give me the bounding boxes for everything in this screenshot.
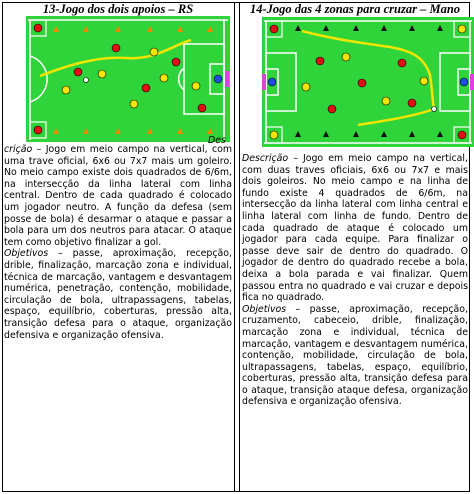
exercise-13-title: 13-Jogo dos dois apoios – RS	[42, 2, 194, 16]
exercise-13-obj-text: – passe, aproximação, recepção, drible, finalização, marcação zona e individual, técnica de marcação, vantagem e desvantagem numérica, penetração, contenção, mobilidade, circulação de bola, ultrapassagens, tabelas, espaço, equilíbrio, coberturas, pressão alta, transição defesa para o ataque, organização defensiva e organização ofensiva.	[4, 248, 232, 341]
exercise-14-title: 14-Jogo das 4 zonas para cruzar – Mano	[249, 2, 461, 16]
exercise-13-obj-label: Objetivos	[4, 248, 49, 260]
exercise-13-desc-text: – Jogo em meio campo na vertical, com uma trave oficial, 6x6 ou 7x7 mais um goleiro. No meio campo existe dois quadrados de 6/6m, na intersecção da linha lateral com linha central. Dentro de cada quadrado é colocado um jogador neutro. A função da defesa (sem posse de bola) é desarmar o ataque e passar a bola para um dos neutros para atacar. O ataque tem como objetivo finalizar a gol.	[4, 144, 232, 248]
exercise-13-pitch-diagram	[26, 16, 230, 142]
exercise-14-desc-text: – Jogo em meio campo na vertical, com duas traves oficiais, 6x6 ou 7x7 e mais dois goleiros. No meio campo e na linha de fundo existe 4 quadrados de 6/6m, na intersecção da linha lateral com linha central e linha lateral com linha de fundo. Dentro de cada quadrado de ataque é colocado um jogador para cada equipe. Para finalizar o passe deve sair de dentro do quadrado. O jogador de dentro do quadrado recebe a bola, deixa a bola parada e vai finalizar. Quem passou entra no quadrado e vai cruzar e depois fica no quadrado.	[242, 153, 468, 304]
column-divider	[234, 2, 240, 492]
desc-label-part-a: Des	[208, 135, 226, 146]
exercise-14-description	[242, 153, 468, 304]
exercise-13-objectives	[4, 248, 232, 341]
exercise-14-obj-label: Objetivos	[242, 303, 287, 315]
exercise-13	[4, 3, 232, 341]
exercise-14-obj-text: – passe, aproximação, recepção, cruzamento, cabeceio, drible, finalização, marcação zona e individual, técnica de marcação, vantagem e desvantagem numérica, contenção, mobilidade, circulação de bola, ultrapassagens, tabelas, espaço, equilíbrio, coberturas, pressão alta, transição defesa para o ataque, transição ataque defesa, organização defensiva e organização ofensiva.	[242, 303, 468, 408]
exercise-14	[242, 3, 468, 408]
exercise-14-desc-label: Descrição	[242, 153, 289, 164]
exercise-13-figure-row	[4, 15, 232, 146]
exercise-13-description	[4, 144, 232, 248]
exercise-14-pitch-diagram	[262, 17, 474, 147]
exercise-14-objectives	[242, 304, 468, 408]
desc-label-part-b: crição	[4, 144, 33, 155]
